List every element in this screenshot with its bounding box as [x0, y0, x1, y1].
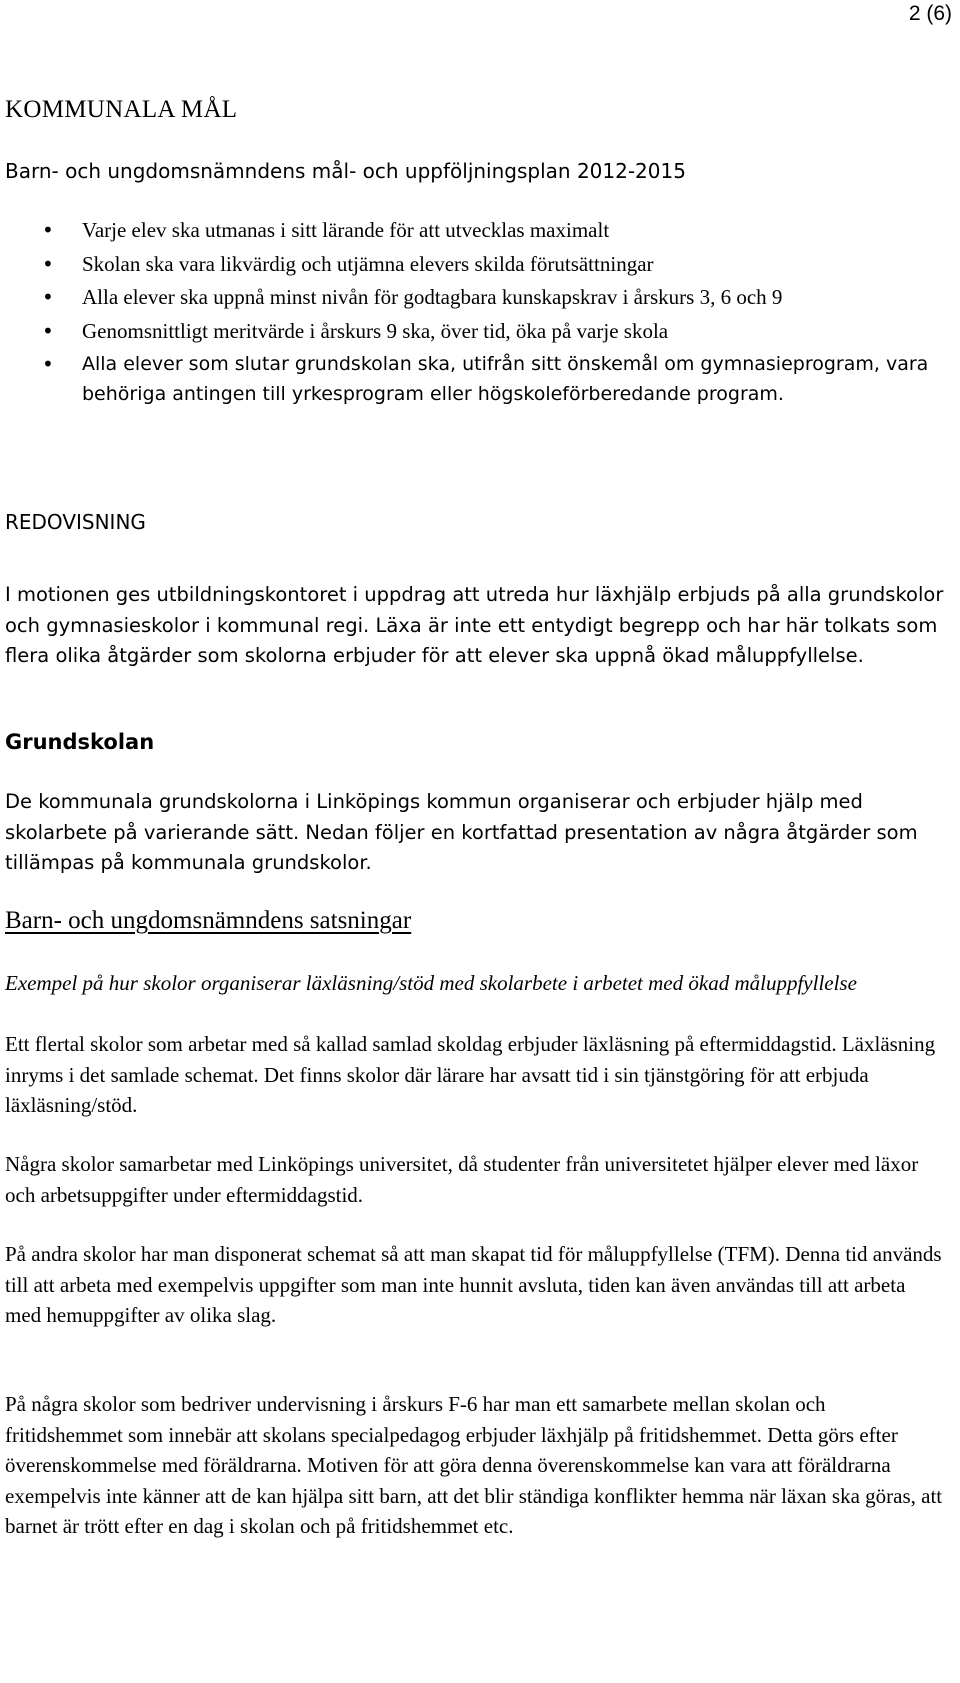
goals-list	[5, 215, 940, 412]
paragraph-grundskolan: De kommunala grundskolorna i Linköpings kommun organiserar och erbjuder hjälp med skolarbete på varierande sätt. Nedan följer en kortfattad presentation av några åtgärder som tillämpas på kommunala grundskolor.	[5, 790, 918, 874]
example-title: Exempel på hur skolor organiserar läxläsning/stöd med skolarbete i arbetet med ökad måluppfyllelse	[5, 971, 857, 995]
list-item: • Alla elever ska uppnå minst nivån för godtagbara kunskapskrav i årskurs 3, 6 och 9	[5, 282, 940, 313]
paragraph-satsning-3: På andra skolor har man disponerat schemat så att man skapat tid för måluppfyllelse (TFM). Denna tid används till att arbeta med exempelvis uppgifter som man inte hunnit avsluta, tiden kan även användas till att arbeta med hemuppgifter av olika slag.	[5, 1242, 942, 1327]
heading-satsningar: Barn- och ungdomsnämndens satsningar	[5, 907, 412, 934]
heading-kommunala-mal: KOMMUNALA MÅL	[5, 96, 238, 123]
page-number: 2 (6)	[908, 2, 952, 25]
list-item: • Alla elever som slutar grundskolan ska, utifrån sitt önskemål om gymnasieprogram, vara behöriga antingen till yrkesprogram eller högskoleförberedande program.	[5, 349, 940, 409]
heading-redovisning: REDOVISNING	[5, 510, 146, 534]
paragraph-satsning-4: På några skolor som bedriver undervisning i årskurs F-6 har man ett samarbete mellan skolan och fritidshemmet som innebär att skolans specialpedagog erbjuder läxhjälp på fritidshemmet. Detta görs efter överenskommelse med föräldrarna. Motiven för att göra denna överenskommelse kan vara att föräldrarna exempelvis inte känner att de kan hjälpa sitt barn, att det blir ständiga konflikter hemma när läxan ska göras, att barnet är trött efter en dag i skolan och på fritidshemmet etc.	[5, 1392, 943, 1538]
paragraph-satsning-1: Ett flertal skolor som arbetar med så kallad samlad skoldag erbjuder läxläsning på eftermiddagstid. Läxläsning inryms i det samlade schemat. Det finns skolor där lärare har avsatt tid i sin tjänstgöring för att erbjuda läxläsning/stöd.	[5, 1032, 936, 1117]
paragraph-satsning-2: Några skolor samarbetar med Linköpings universitet, då studenter från universitetet hjälper elever med läxor och arbetsuppgifter under eftermiddagstid.	[5, 1152, 919, 1207]
list-item: • Genomsnittligt meritvärde i årskurs 9 ska, över tid, öka på varje skola	[5, 316, 940, 347]
paragraph-redovisning: I motionen ges utbildningskontoret i uppdrag att utreda hur läxhjälp erbjuds på alla grundskolor och gymnasieskolor i kommunal regi. Läxa är inte ett entydigt begrepp och har här tolkats som flera olika åtgärder som skolorna erbjuder för att elever ska uppnå ökad måluppfyllelse.	[5, 583, 944, 667]
heading-plan: Barn- och ungdomsnämndens mål- och uppföljningsplan 2012-2015	[5, 159, 686, 183]
list-item: • Varje elev ska utmanas i sitt lärande för att utvecklas maximalt	[5, 215, 940, 246]
heading-grundskolan: Grundskolan	[5, 730, 155, 754]
list-item: • Skolan ska vara likvärdig och utjämna elevers skilda förutsättningar	[5, 249, 940, 280]
